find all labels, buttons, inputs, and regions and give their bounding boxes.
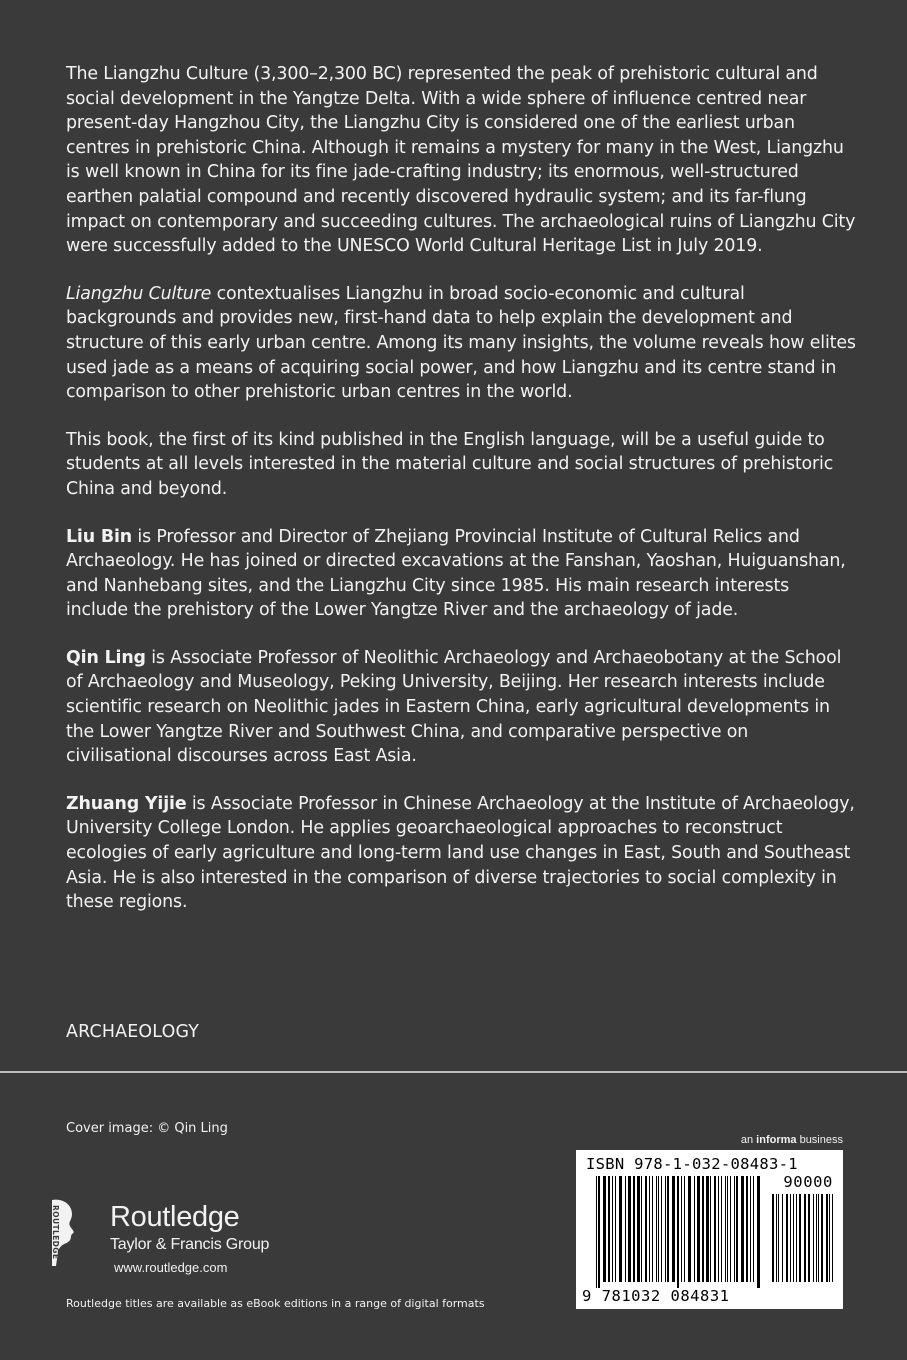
barcode-bar xyxy=(734,1176,735,1282)
barcode-bar xyxy=(736,1176,738,1282)
barcode-bar xyxy=(799,1194,801,1282)
barcode-bar xyxy=(702,1176,704,1282)
publisher-group: Taylor & Francis Group xyxy=(110,1236,270,1253)
barcode-bar xyxy=(694,1176,695,1282)
barcode-bar xyxy=(804,1194,806,1282)
author-bio-zhuang-yijie xyxy=(66,792,856,915)
blurb-paragraph-2 xyxy=(66,282,856,405)
barcode-bar xyxy=(681,1176,682,1282)
barcode-bar xyxy=(645,1176,647,1282)
barcode-bar xyxy=(818,1194,819,1282)
barcode-bar xyxy=(596,1176,597,1288)
isbn-label: ISBN 978-1-032-08483-1 xyxy=(586,1155,798,1173)
barcode-bar xyxy=(615,1176,616,1282)
barcode-bar xyxy=(612,1176,613,1282)
barcode-bar xyxy=(658,1176,659,1282)
barcode-bar xyxy=(832,1194,833,1282)
informa-prefix: an xyxy=(740,1134,757,1146)
barcode-bar xyxy=(796,1194,797,1282)
informa-business-tagline xyxy=(741,1133,843,1147)
barcode-bar xyxy=(710,1176,711,1282)
barcode-bar xyxy=(829,1194,830,1282)
barcode-bar xyxy=(677,1176,679,1288)
barcode-bar xyxy=(608,1176,610,1282)
barcode-bar xyxy=(637,1176,640,1282)
barcode-bar xyxy=(746,1176,748,1282)
isbn-barcode xyxy=(576,1150,843,1309)
subject-category: ARCHAEOLOGY xyxy=(66,1022,200,1042)
barcode-bar xyxy=(649,1176,650,1282)
barcode-bar xyxy=(625,1176,626,1282)
author-bio-text: is Associate Professor of Neolithic Archaeology and Archaeobotany at the School of Archaeology and Museology, Peking University, Beijing. Her research interests include scientific research on Neolithic jades in Eastern China, early agricultural developments in the Lower Yangtze River and Southwest China, and comparative perspective on civilisational discourses across East Asia. xyxy=(66,647,842,767)
barcode-bar xyxy=(776,1194,777,1282)
blurb-paragraph-3: This book, the first of its kind published in the English language, will be a useful guide to students at all levels interested in the material culture and social structures of prehistoric China and beyond. xyxy=(66,429,834,499)
ebook-availability-note: Routledge titles are available as eBook editions in a range of digital formats xyxy=(66,1297,485,1310)
barcode-bar xyxy=(661,1176,662,1282)
barcode-bar xyxy=(665,1176,666,1282)
barcode-bar xyxy=(633,1176,635,1282)
author-bio-text: is Associate Professor in Chinese Archaeology at the Institute of Archaeology, University College London. He applies geoarchaeological approaches to reconstruct ecologies of early agriculture and long-term land use changes in East, South and Southeast Asia. He is also interested in the comparison of diverse trajectories to social complexity in these regions. xyxy=(66,793,855,913)
informa-suffix: business xyxy=(796,1134,843,1146)
barcode-bar xyxy=(697,1176,700,1282)
barcode-bar xyxy=(790,1194,791,1282)
barcode-bar xyxy=(786,1194,788,1282)
barcode-bar xyxy=(750,1176,751,1282)
publisher-name: Routledge xyxy=(110,1201,240,1233)
barcode-bar xyxy=(727,1176,728,1282)
routledge-vertical-wordmark: ROUTLEDGE xyxy=(51,1205,60,1260)
barcode-bar xyxy=(772,1194,774,1282)
barcode-bar xyxy=(730,1176,731,1282)
author-name: Liu Bin xyxy=(66,526,133,547)
barcode-bar xyxy=(793,1194,794,1282)
barcode-bar xyxy=(816,1194,817,1282)
barcode-bar xyxy=(808,1194,810,1282)
barcode-bar xyxy=(757,1176,760,1288)
book-title: Liangzhu Culture xyxy=(66,283,212,304)
barcode-bar xyxy=(782,1194,783,1282)
barcode-bar xyxy=(619,1176,622,1282)
barcode-bar xyxy=(721,1176,722,1282)
back-cover-blurb xyxy=(66,62,856,938)
barcode-bar xyxy=(641,1176,642,1282)
divider-rule xyxy=(0,1071,907,1073)
barcode-bar xyxy=(821,1194,823,1282)
barcode-bar xyxy=(628,1176,631,1282)
barcode-bar xyxy=(684,1176,685,1282)
blurb-paragraph-2-text: contextualises Liangzhu in broad socio-economic and cultural backgrounds and provides new, first-hand data to help explain the development and structure of this early urban centre. Among its many insights, the volume reveals how elites used jade as a means of acquiring social power, and how Liangzhu and its centre stand in comparison to other prehistoric urban centres in the world. xyxy=(66,283,856,403)
barcode-bar xyxy=(667,1176,669,1282)
barcode-bar xyxy=(603,1176,606,1282)
barcode-bar xyxy=(652,1176,653,1282)
barcode-bar xyxy=(672,1176,675,1282)
barcode-addon-number: 90000 xyxy=(783,1173,833,1191)
blurb-paragraph-1: The Liangzhu Culture (3,300–2,300 BC) represented the peak of prehistoric cultural and social development in the Yangtze Delta. With a wide sphere of influence centred near present-day Hangzhou City, the Liangzhu City is considered one of the earliest urban centres in prehistoric China. Although it remains a mystery for many in the West, Liangzhu is well known in China for its fine jade-crafting industry; its enormous, well-structured earthen palatial compound and recently discovered hydraulic system; and its far-flung impact on contemporary and succeeding cultures. The archaeological ruins of Liangzhu City were successfully added to the UNESCO World Cultural Heritage List in July 2019. xyxy=(66,64,856,257)
routledge-logo xyxy=(48,1196,318,1286)
informa-wordmark: informa xyxy=(756,1134,797,1146)
author-bio-qin-ling xyxy=(66,646,856,769)
author-name: Zhuang Yijie xyxy=(66,793,187,814)
barcode-bar xyxy=(656,1176,657,1282)
routledge-head-icon xyxy=(48,1196,78,1270)
author-bio-text: is Professor and Director of Zhejiang Provincial Institute of Cultural Relics and Archaeology. He has joined or directed excavations at the Fanshan, Yaoshan, Huiguanshan, and Nanhebang sites, and the Liangzhu City since 1985. His main research interests include the prehistory of the Lower Yangtze River and the archaeology of jade. xyxy=(66,526,846,621)
barcode-bar xyxy=(778,1194,779,1282)
barcode-bar xyxy=(741,1176,744,1282)
barcode-bar xyxy=(688,1176,691,1282)
author-bio-liu-bin xyxy=(66,525,856,623)
barcode-bar xyxy=(813,1194,814,1282)
barcode-bar xyxy=(753,1176,754,1282)
barcode-bar xyxy=(714,1176,716,1282)
barcode-bar xyxy=(725,1176,726,1282)
author-name: Qin Ling xyxy=(66,647,146,668)
barcode-bar xyxy=(598,1176,600,1288)
publisher-url: www.routledge.com xyxy=(114,1260,228,1275)
barcode-bar xyxy=(826,1194,828,1282)
barcode-bar xyxy=(718,1176,719,1282)
barcode-digits: 9 781032 084831 xyxy=(582,1287,730,1305)
cover-image-credit: Cover image: © Qin Ling xyxy=(66,1121,228,1136)
barcode-bar xyxy=(706,1176,709,1282)
